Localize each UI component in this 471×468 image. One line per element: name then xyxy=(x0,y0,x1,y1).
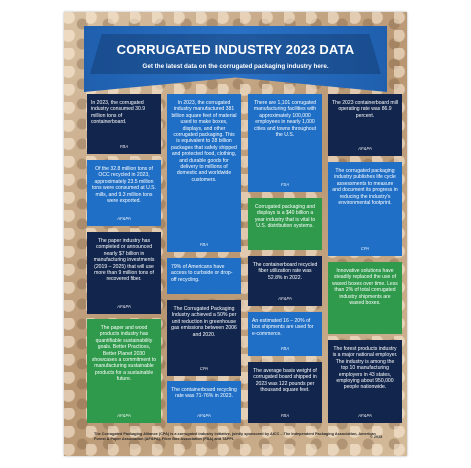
fact-card-basis-weight xyxy=(248,362,322,423)
fact-source: FBA xyxy=(199,241,209,247)
fact-text: Innovative solutions have steadily replaced the use of waxed boxes over time. Less than 2% of total corrugated industry shipments are waxed boxes. xyxy=(332,268,398,307)
fact-card-square-feet-manufactured xyxy=(167,94,241,252)
fact-text: The containerboard recycled fiber utilization rate was 52.8% in 2022. xyxy=(252,262,318,281)
fact-text: In 2023, the corrugated industry manufactured 381 billion square feet of material used to make boxes, displays, and other corrugated packaging. This is equivalent to 28 billion packages that safely shipped and protected food, clothing, and durable goods for delivery to millions of domestic and worldwide customers. xyxy=(171,100,237,183)
fact-text: The forest products industry is a major national employer. The industry is among the top 10 manufacturing employers in 43 states, employing about 950,000 people nationwide. xyxy=(332,346,398,391)
fact-card-recycled-fiber-utilization xyxy=(248,256,322,306)
fact-card-waxed-boxes xyxy=(328,262,402,334)
fact-text: In 2023, the corrugated industry consumed 30.9 million tons of containerboard. xyxy=(91,100,146,126)
fact-text: Corrugated packaging and displays is a $40 billion a year industry that is vital to U.S. distribution systems. xyxy=(254,204,316,230)
fact-text: The paper and wood products industry has quantifiable sustainability goals. Better Practices, Better Planet 2030 showcases a commitment to manufacturing sustainable products for a sustainable future. xyxy=(91,325,157,383)
fact-source: CPA xyxy=(199,365,209,371)
fact-card-industry-value xyxy=(248,198,322,250)
fact-text: The paper industry has completed or announced nearly $7 billion in manufacturing investments (2019 – 2025) that will use more than 9 million tons of recovered fiber. xyxy=(93,238,155,283)
fact-source: AF&PA xyxy=(117,215,131,221)
fact-source: AF&PA xyxy=(358,145,372,151)
infographic-sheet xyxy=(64,12,407,456)
fact-source: AF&PA xyxy=(278,295,292,301)
fact-card-e-commerce-shipments xyxy=(248,312,322,356)
page-subtitle: Get the latest data on the corrugated packaging industry here. xyxy=(142,63,329,70)
fact-card-manufacturing-facilities xyxy=(248,94,322,192)
fact-source: AF&PA xyxy=(117,303,131,309)
fact-source: CPA xyxy=(360,245,370,251)
fact-card-sustainability-goals xyxy=(87,319,161,423)
fact-source: AF&PA xyxy=(197,412,211,418)
fact-card-recycling-access xyxy=(167,258,241,294)
fact-text: The corrugated packaging industry publishes life cycle assessments to measure and document its progress in reducing the industry's environmental footprint. xyxy=(332,168,398,207)
fact-text: There are 1,101 corrugated manufacturing facilities with approximately 100,000 employees in nearly 1,000 cities and towns throughout the U.S. xyxy=(253,100,317,139)
fact-text: The average basis weight of corrugated board shipped in 2023 was 122 pounds per thousand square feet. xyxy=(253,368,317,394)
fact-source: AF&PA xyxy=(358,412,372,418)
footer-disclaimer: The Corrugated Packaging Alliance (CPA) is a corrugated industry initiative, jointly sponsored by AICC – The Independent Packaging Association, American Forest & Paper Association (AF&PA), Fibre Box Association (FBA) and TAPPI. xyxy=(94,432,376,441)
fact-card-occ-recycled xyxy=(87,160,161,226)
fact-source: FBA xyxy=(119,143,129,149)
fact-source: FSA xyxy=(280,181,290,187)
fact-card-national-employer xyxy=(328,340,402,423)
fact-source: FBA xyxy=(280,412,290,418)
fact-source: AF&PA xyxy=(117,412,131,418)
fact-card-containerboard-recycling-rate xyxy=(167,381,241,423)
fact-source: FBA xyxy=(280,345,290,351)
page-title: CORRUGATED INDUSTRY 2023 DATA xyxy=(116,42,355,57)
fact-card-mill-operating-rate xyxy=(328,94,402,156)
copyright-notice: © 2025 xyxy=(370,435,383,439)
fact-card-containerboard-consumed xyxy=(87,94,161,154)
fact-text: 79% of Americans have access to curbside or drop-off recycling. xyxy=(171,264,233,283)
fact-text: Of the 32.8 million tons of OCC recycled in 2023, approximately 23.5 million tons were consumed at U.S. mills, and 9.3 million tons were exported. xyxy=(92,166,156,205)
fact-text: The Corrugated Packaging Industry achieved a 50% per unit reduction in greenhouse gas emissions between 2006 and 2020. xyxy=(171,306,237,338)
fact-text: An estimated 16 – 20% of box shipments are used for e-commerce. xyxy=(252,318,314,337)
fact-text: The containerboard recycling rate was 71-76% in 2023. xyxy=(171,387,237,400)
fact-card-manufacturing-investments xyxy=(87,232,161,314)
fact-card-life-cycle-assessments xyxy=(328,162,402,256)
fact-card-ghg-reduction xyxy=(167,300,241,376)
fact-text: The 2023 containerboard mill operating rate was 86.9 percent. xyxy=(332,100,398,119)
